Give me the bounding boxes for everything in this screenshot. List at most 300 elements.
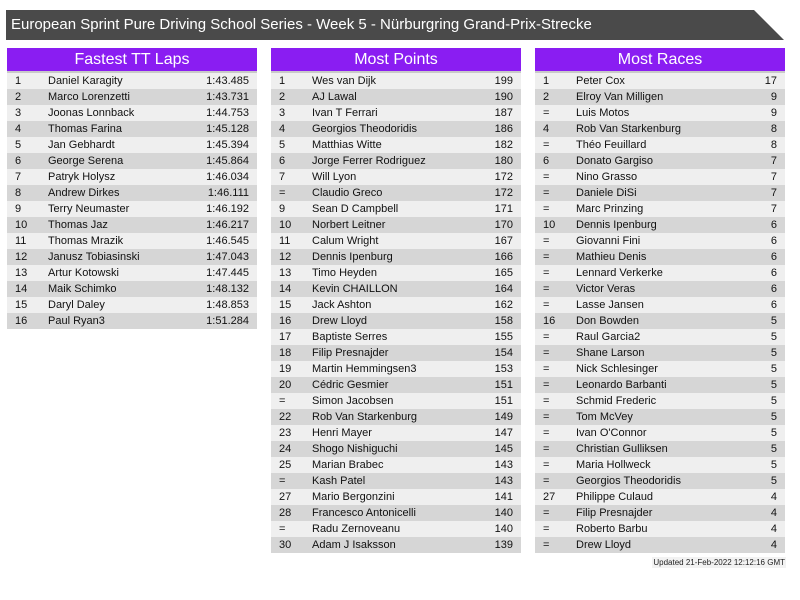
rank-cell: 10 <box>279 219 292 231</box>
rank-cell: 6 <box>279 155 286 167</box>
rank-cell: 16 <box>279 315 292 327</box>
list-row <box>535 281 785 297</box>
list-row <box>271 313 521 329</box>
name-cell: Lasse Jansen <box>576 299 644 311</box>
value-cell: 4 <box>770 523 777 535</box>
name-cell: Marco Lorenzetti <box>48 91 130 103</box>
value-cell: 1:46.034 <box>206 171 249 183</box>
rank-cell: 28 <box>279 507 292 519</box>
name-cell: Nino Grasso <box>576 171 638 183</box>
list-row <box>535 249 785 265</box>
list-row <box>535 409 785 425</box>
list-row <box>535 425 785 441</box>
value-cell: 5 <box>770 443 777 455</box>
list-row <box>271 121 521 137</box>
rank-cell: 9 <box>279 203 286 215</box>
rank-cell: 20 <box>279 379 292 391</box>
list-row <box>7 249 257 265</box>
value-cell: 4 <box>770 539 777 551</box>
name-cell: Jack Ashton <box>312 299 372 311</box>
list-row <box>535 313 785 329</box>
list-row <box>7 201 257 217</box>
list-row <box>271 281 521 297</box>
value-cell: 1:45.394 <box>206 139 249 151</box>
value-cell: 1:43.485 <box>206 75 249 87</box>
rank-cell: 14 <box>15 283 28 295</box>
list-row <box>271 377 521 393</box>
name-cell: Mathieu Denis <box>576 251 647 263</box>
name-cell: Tom McVey <box>576 411 633 423</box>
rank-cell: 4 <box>543 123 550 135</box>
name-cell: Victor Veras <box>576 283 636 295</box>
list-row <box>271 489 521 505</box>
value-cell: 164 <box>494 283 513 295</box>
list-row <box>271 537 521 553</box>
rank-cell: 7 <box>279 171 286 183</box>
name-cell: Joonas Lonnback <box>48 107 135 119</box>
list-row <box>271 425 521 441</box>
list-row <box>271 137 521 153</box>
list-row <box>535 489 785 505</box>
name-cell: Luis Motos <box>576 107 630 119</box>
rank-cell: 4 <box>279 123 286 135</box>
rank-cell: 1 <box>543 75 550 87</box>
value-cell: 143 <box>494 475 513 487</box>
rank-cell: = <box>543 539 550 551</box>
rank-cell: = <box>543 187 550 199</box>
rank-cell: 8 <box>15 187 22 199</box>
value-cell: 1:47.445 <box>206 267 249 279</box>
rank-cell: 3 <box>15 107 22 119</box>
list-row <box>7 297 257 313</box>
value-cell: 5 <box>770 395 777 407</box>
list-row <box>535 121 785 137</box>
value-cell: 4 <box>770 491 777 503</box>
list-row <box>535 153 785 169</box>
rank-cell: 27 <box>543 491 556 503</box>
rank-cell: = <box>543 139 550 151</box>
list-row <box>7 137 257 153</box>
name-cell: Christian Gulliksen <box>576 443 668 455</box>
list-row <box>535 185 785 201</box>
value-cell: 7 <box>770 171 777 183</box>
name-cell: Cédric Gesmier <box>312 379 389 391</box>
title-banner <box>6 10 784 40</box>
name-cell: Dennis Ipenburg <box>576 219 657 231</box>
list-row <box>271 153 521 169</box>
value-cell: 6 <box>770 283 777 295</box>
list-row <box>7 281 257 297</box>
list-row <box>7 233 257 249</box>
list-row <box>535 441 785 457</box>
panel-most-points <box>271 48 521 553</box>
list-row <box>271 249 521 265</box>
value-cell: 147 <box>494 427 513 439</box>
rank-cell: = <box>543 251 550 263</box>
value-cell: 4 <box>770 507 777 519</box>
rank-cell: 17 <box>279 331 292 343</box>
value-cell: 5 <box>770 475 777 487</box>
name-cell: Giovanni Fini <box>576 235 641 247</box>
name-cell: Dennis Ipenburg <box>312 251 393 263</box>
rank-cell: = <box>543 203 550 215</box>
list-row <box>271 521 521 537</box>
value-cell: 9 <box>770 91 777 103</box>
name-cell: Jan Gebhardt <box>48 139 115 151</box>
value-cell: 1:47.043 <box>206 251 249 263</box>
most-points-list <box>271 73 521 553</box>
rank-cell: 12 <box>15 251 28 263</box>
list-row <box>271 73 521 89</box>
value-cell: 167 <box>494 235 513 247</box>
rank-cell: = <box>543 411 550 423</box>
rank-cell: = <box>543 443 550 455</box>
list-row <box>271 105 521 121</box>
list-row <box>535 73 785 89</box>
rank-cell: 6 <box>543 155 550 167</box>
rank-cell: 15 <box>279 299 292 311</box>
list-row <box>535 473 785 489</box>
list-row <box>271 185 521 201</box>
value-cell: 186 <box>494 123 513 135</box>
list-row <box>535 265 785 281</box>
value-cell: 1:44.753 <box>206 107 249 119</box>
rank-cell: = <box>543 523 550 535</box>
value-cell: 158 <box>494 315 513 327</box>
rank-cell: 5 <box>15 139 22 151</box>
value-cell: 5 <box>770 459 777 471</box>
value-cell: 151 <box>494 379 513 391</box>
value-cell: 140 <box>494 507 513 519</box>
name-cell: Marian Brabec <box>312 459 384 471</box>
name-cell: Ivan T Ferrari <box>312 107 378 119</box>
name-cell: Jorge Ferrer Rodriguez <box>312 155 426 167</box>
name-cell: Maria Hollweck <box>576 459 651 471</box>
panel-fastest-tt-laps <box>7 48 257 329</box>
name-cell: Sean D Campbell <box>312 203 399 215</box>
value-cell: 1:45.128 <box>206 123 249 135</box>
rank-cell: = <box>543 267 550 279</box>
name-cell: Philippe Culaud <box>576 491 654 503</box>
name-cell: Maik Schimko <box>48 283 117 295</box>
name-cell: Filip Presnajder <box>312 347 389 359</box>
page-title: European Sprint Pure Driving School Series - Week 5 - Nürburgring Grand-Prix-Strecke <box>11 16 592 33</box>
list-row <box>271 329 521 345</box>
name-cell: Baptiste Serres <box>312 331 388 343</box>
name-cell: Leonardo Barbanti <box>576 379 667 391</box>
value-cell: 1:46.192 <box>206 203 249 215</box>
rank-cell: = <box>543 363 550 375</box>
rank-cell: 23 <box>279 427 292 439</box>
rank-cell: = <box>543 347 550 359</box>
value-cell: 154 <box>494 347 513 359</box>
value-cell: 1:48.853 <box>206 299 249 311</box>
name-cell: Nick Schlesinger <box>576 363 658 375</box>
list-row <box>535 169 785 185</box>
list-row <box>7 105 257 121</box>
list-row <box>271 505 521 521</box>
name-cell: AJ Lawal <box>312 91 357 103</box>
value-cell: 6 <box>770 251 777 263</box>
value-cell: 5 <box>770 411 777 423</box>
name-cell: Claudio Greco <box>312 187 383 199</box>
rank-cell: 4 <box>15 123 22 135</box>
name-cell: Matthias Witte <box>312 139 382 151</box>
rank-cell: = <box>543 299 550 311</box>
name-cell: Artur Kotowski <box>48 267 119 279</box>
name-cell: Adam J Isaksson <box>312 539 396 551</box>
list-row <box>7 313 257 329</box>
list-row <box>535 105 785 121</box>
value-cell: 7 <box>770 155 777 167</box>
value-cell: 199 <box>494 75 513 87</box>
name-cell: Martin Hemmingsen3 <box>312 363 417 375</box>
name-cell: Andrew Dirkes <box>48 187 120 199</box>
name-cell: Thomas Farina <box>48 123 122 135</box>
value-cell: 6 <box>770 299 777 311</box>
name-cell: Lennard Verkerke <box>576 267 663 279</box>
name-cell: Schmid Frederic <box>576 395 657 407</box>
value-cell: 6 <box>770 219 777 231</box>
panel-most-races <box>535 48 785 553</box>
name-cell: Will Lyon <box>312 171 357 183</box>
rank-cell: = <box>543 107 550 119</box>
value-cell: 143 <box>494 459 513 471</box>
name-cell: Raul Garcia2 <box>576 331 641 343</box>
value-cell: 166 <box>494 251 513 263</box>
value-cell: 172 <box>494 171 513 183</box>
rank-cell: 14 <box>279 283 292 295</box>
list-row <box>271 169 521 185</box>
value-cell: 151 <box>494 395 513 407</box>
name-cell: Mario Bergonzini <box>312 491 395 503</box>
value-cell: 5 <box>770 363 777 375</box>
name-cell: Wes van Dijk <box>312 75 376 87</box>
rank-cell: 1 <box>15 75 22 87</box>
value-cell: 139 <box>494 539 513 551</box>
value-cell: 1:43.731 <box>206 91 249 103</box>
name-cell: George Serena <box>48 155 124 167</box>
list-row <box>7 153 257 169</box>
list-row <box>535 201 785 217</box>
list-row <box>535 297 785 313</box>
rank-cell: 24 <box>279 443 292 455</box>
name-cell: Simon Jacobsen <box>312 395 394 407</box>
list-row <box>7 121 257 137</box>
value-cell: 140 <box>494 523 513 535</box>
name-cell: Henri Mayer <box>312 427 372 439</box>
panel-header: Fastest TT Laps <box>7 48 257 73</box>
rank-cell: 3 <box>279 107 286 119</box>
value-cell: 145 <box>494 443 513 455</box>
name-cell: Kevin CHAILLON <box>312 283 398 295</box>
list-row <box>271 441 521 457</box>
panel-header: Most Points <box>271 48 521 73</box>
value-cell: 155 <box>494 331 513 343</box>
rank-cell: = <box>543 379 550 391</box>
rank-cell: 16 <box>543 315 556 327</box>
value-cell: 1:51.284 <box>206 315 249 327</box>
rank-cell: 30 <box>279 539 292 551</box>
value-cell: 5 <box>770 315 777 327</box>
value-cell: 182 <box>494 139 513 151</box>
value-cell: 6 <box>770 235 777 247</box>
updated-timestamp: Updated 21-Feb-2022 12:12:16 GMT <box>653 558 785 567</box>
name-cell: Ivan O'Connor <box>576 427 647 439</box>
list-row <box>535 345 785 361</box>
most-races-list <box>535 73 785 553</box>
name-cell: Drew Lloyd <box>576 539 632 551</box>
value-cell: 180 <box>494 155 513 167</box>
rank-cell: = <box>543 283 550 295</box>
name-cell: Thomas Mrazik <box>48 235 124 247</box>
rank-cell: 27 <box>279 491 292 503</box>
value-cell: 9 <box>770 107 777 119</box>
rank-cell: 1 <box>279 75 286 87</box>
list-row <box>271 89 521 105</box>
rank-cell: = <box>279 395 286 407</box>
list-row <box>535 377 785 393</box>
name-cell: Patryk Holysz <box>48 171 116 183</box>
name-cell: Georgios Theodoridis <box>576 475 681 487</box>
list-row <box>535 361 785 377</box>
name-cell: Calum Wright <box>312 235 379 247</box>
list-row <box>7 169 257 185</box>
rank-cell: = <box>543 475 550 487</box>
rank-cell: 2 <box>15 91 22 103</box>
name-cell: Rob Van Starkenburg <box>312 411 417 423</box>
rank-cell: = <box>279 475 286 487</box>
value-cell: 187 <box>494 107 513 119</box>
value-cell: 5 <box>770 347 777 359</box>
rank-cell: = <box>543 235 550 247</box>
rank-cell: 13 <box>279 267 292 279</box>
list-row <box>7 185 257 201</box>
name-cell: Francesco Antonicelli <box>312 507 416 519</box>
name-cell: Janusz Tobiasinski <box>48 251 140 263</box>
name-cell: Peter Cox <box>576 75 625 87</box>
list-row <box>535 217 785 233</box>
value-cell: 1:46.545 <box>206 235 249 247</box>
value-cell: 8 <box>770 123 777 135</box>
rank-cell: 11 <box>15 235 27 247</box>
name-cell: Elroy Van Milligen <box>576 91 664 103</box>
rank-cell: = <box>543 395 550 407</box>
value-cell: 1:46.111 <box>207 187 249 199</box>
rank-cell: 2 <box>543 91 550 103</box>
list-row <box>271 409 521 425</box>
name-cell: Daniele DiSi <box>576 187 637 199</box>
list-row <box>535 537 785 553</box>
fastest-laps-list <box>7 73 257 329</box>
name-cell: Daniel Karagity <box>48 75 123 87</box>
rank-cell: = <box>543 427 550 439</box>
name-cell: Radu Zernoveanu <box>312 523 401 535</box>
value-cell: 162 <box>494 299 513 311</box>
value-cell: 1:45.864 <box>206 155 249 167</box>
value-cell: 153 <box>494 363 513 375</box>
rank-cell: 9 <box>15 203 22 215</box>
value-cell: 5 <box>770 379 777 391</box>
list-row <box>535 89 785 105</box>
list-row <box>271 457 521 473</box>
name-cell: Marc Prinzing <box>576 203 644 215</box>
value-cell: 17 <box>764 75 777 87</box>
list-row <box>535 233 785 249</box>
value-cell: 8 <box>770 139 777 151</box>
panel-header: Most Races <box>535 48 785 73</box>
rank-cell: 18 <box>279 347 292 359</box>
name-cell: Kash Patel <box>312 475 366 487</box>
value-cell: 1:48.132 <box>206 283 249 295</box>
name-cell: Thomas Jaz <box>48 219 108 231</box>
list-row <box>271 201 521 217</box>
list-row <box>535 457 785 473</box>
list-row <box>271 233 521 249</box>
list-row <box>271 473 521 489</box>
rank-cell: = <box>543 171 550 183</box>
rank-cell: 11 <box>279 235 291 247</box>
rank-cell: 6 <box>15 155 22 167</box>
name-cell: Daryl Daley <box>48 299 105 311</box>
rank-cell: 10 <box>543 219 556 231</box>
rank-cell: 2 <box>279 91 286 103</box>
value-cell: 190 <box>494 91 513 103</box>
name-cell: Roberto Barbu <box>576 523 648 535</box>
value-cell: 165 <box>494 267 513 279</box>
list-row <box>271 297 521 313</box>
name-cell: Filip Presnajder <box>576 507 653 519</box>
rank-cell: 16 <box>15 315 28 327</box>
value-cell: 141 <box>494 491 513 503</box>
value-cell: 172 <box>494 187 513 199</box>
name-cell: Norbert Leitner <box>312 219 386 231</box>
list-row <box>271 345 521 361</box>
list-row <box>7 265 257 281</box>
rank-cell: = <box>543 459 550 471</box>
list-row <box>271 393 521 409</box>
rank-cell: 10 <box>15 219 28 231</box>
value-cell: 5 <box>770 331 777 343</box>
list-row <box>535 137 785 153</box>
value-cell: 6 <box>770 267 777 279</box>
value-cell: 1:46.217 <box>206 219 249 231</box>
value-cell: 171 <box>494 203 513 215</box>
list-row <box>535 505 785 521</box>
list-row <box>7 217 257 233</box>
name-cell: Don Bowden <box>576 315 639 327</box>
name-cell: Shane Larson <box>576 347 645 359</box>
name-cell: Drew Lloyd <box>312 315 368 327</box>
list-row <box>7 73 257 89</box>
rank-cell: 22 <box>279 411 292 423</box>
rank-cell: = <box>279 523 286 535</box>
list-row <box>535 521 785 537</box>
list-row <box>271 265 521 281</box>
name-cell: Timo Heyden <box>312 267 378 279</box>
list-row <box>535 393 785 409</box>
rank-cell: = <box>543 507 550 519</box>
value-cell: 170 <box>494 219 513 231</box>
rank-cell: 19 <box>279 363 292 375</box>
value-cell: 5 <box>770 427 777 439</box>
name-cell: Shogo Nishiguchi <box>312 443 398 455</box>
rank-cell: 5 <box>279 139 286 151</box>
rank-cell: = <box>543 331 550 343</box>
rank-cell: 15 <box>15 299 28 311</box>
list-row <box>535 329 785 345</box>
value-cell: 149 <box>494 411 513 423</box>
